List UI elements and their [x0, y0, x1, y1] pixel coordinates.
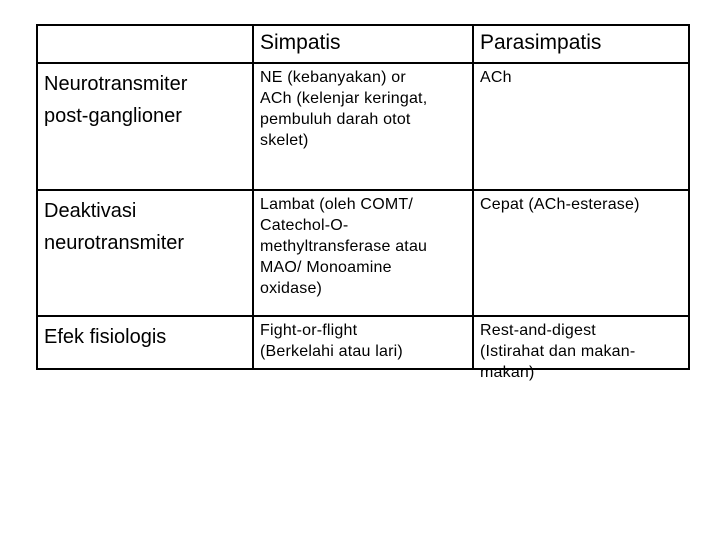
table-header-row [38, 26, 688, 64]
row-label-neurotransmiter [38, 64, 254, 189]
row-label-line: neurotransmiter [44, 232, 185, 254]
cell-line: oxidase) [260, 280, 323, 297]
cell-line: ACh [480, 69, 512, 86]
row-label-efek-fisiologis [38, 317, 254, 368]
cell-line: skelet) [260, 132, 309, 149]
cell-line: (Istirahat dan makan- [480, 343, 636, 360]
cell-line: makan) [480, 364, 535, 381]
cell-parasimpatis [474, 191, 688, 315]
cell-line: methyltransferase atau [260, 238, 428, 255]
cell-line: Fight-or-flight [260, 322, 358, 339]
comparison-table [36, 24, 690, 381]
row-label-line: Deaktivasi [44, 200, 137, 222]
cell-parasimpatis [474, 64, 688, 189]
row-label-line: Neurotransmiter [44, 73, 188, 95]
header-simpatis: Simpatis [254, 26, 474, 62]
cell-simpatis [254, 64, 474, 189]
cell-line: Lambat (oleh COMT/ [260, 196, 413, 213]
cell-line: ACh (kelenjar keringat, [260, 90, 428, 107]
cell-parasimpatis [474, 317, 688, 381]
header-parasimpatis: Parasimpatis [480, 31, 602, 54]
table-row [38, 191, 688, 317]
cell-simpatis [254, 317, 474, 368]
cell-line: Rest-and-digest [480, 322, 596, 339]
header-empty-cell [38, 26, 254, 62]
row-label-deaktivasi [38, 191, 254, 315]
cell-line: Catechol-O- [260, 217, 349, 234]
table-row [38, 317, 688, 381]
cell-line: NE (kebanyakan) or [260, 69, 406, 86]
row-label-line: Efek fisiologis [44, 326, 167, 348]
cell-line: (Berkelahi atau lari) [260, 343, 403, 360]
table-row [38, 64, 688, 191]
cell-line: Cepat (ACh-esterase) [480, 196, 640, 213]
cell-line: MAO/ Monoamine [260, 259, 392, 276]
cell-simpatis [254, 191, 474, 315]
row-label-line: post-ganglioner [44, 105, 182, 127]
cell-line: pembuluh darah otot [260, 111, 411, 128]
